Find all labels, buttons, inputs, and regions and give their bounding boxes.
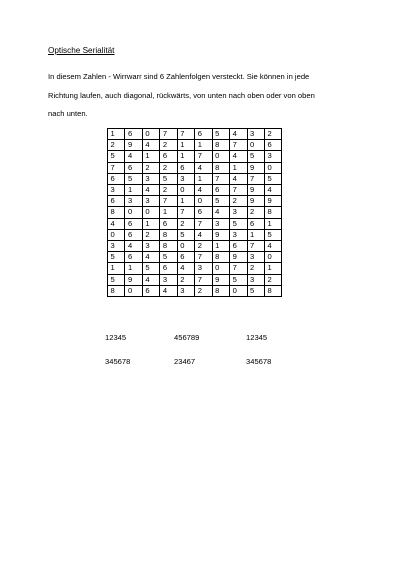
grid-cell: 5 (230, 218, 247, 229)
grid-cell: 6 (264, 140, 281, 151)
grid-cell: 1 (230, 162, 247, 173)
grid-cell: 1 (108, 129, 125, 140)
grid-cell: 4 (264, 241, 281, 252)
grid-row (108, 196, 282, 207)
grid-cell: 4 (142, 185, 159, 196)
grid-cell: 2 (247, 263, 264, 274)
grid-cell: 6 (142, 285, 159, 296)
grid-cell: 6 (177, 162, 194, 173)
target-sequence: 345678 (105, 357, 131, 366)
grid-cell: 1 (177, 140, 194, 151)
grid-cell: 8 (212, 285, 229, 296)
grid-cell: 0 (212, 151, 229, 162)
grid-cell: 2 (142, 229, 159, 240)
instructions (48, 68, 368, 124)
grid-cell: 3 (142, 196, 159, 207)
grid-cell: 2 (160, 140, 177, 151)
grid-cell: 4 (195, 162, 212, 173)
grid-cell: 7 (195, 252, 212, 263)
grid-cell: 3 (264, 151, 281, 162)
grid-cell: 6 (160, 151, 177, 162)
grid-row (108, 285, 282, 296)
target-sequence: 345678 (246, 357, 272, 366)
grid-cell: 7 (177, 207, 194, 218)
grid-cell: 5 (264, 229, 281, 240)
grid-row (108, 173, 282, 184)
grid-cell: 0 (212, 263, 229, 274)
grid-cell: 9 (247, 162, 264, 173)
grid-cell: 3 (160, 274, 177, 285)
grid-row (108, 151, 282, 162)
grid-cell: 1 (264, 263, 281, 274)
grid-row (108, 129, 282, 140)
grid-cell: 6 (160, 263, 177, 274)
grid-cell: 6 (108, 196, 125, 207)
grid-cell: 5 (177, 229, 194, 240)
grid-cell: 3 (195, 263, 212, 274)
grid-cell: 0 (247, 140, 264, 151)
grid-cell: 2 (195, 285, 212, 296)
grid-cell: 5 (160, 173, 177, 184)
grid-row (108, 274, 282, 285)
grid-cell: 1 (160, 207, 177, 218)
grid-cell: 6 (125, 129, 142, 140)
grid-cell: 3 (230, 229, 247, 240)
grid-cell: 9 (247, 196, 264, 207)
grid-cell: 5 (108, 151, 125, 162)
grid-cell: 1 (125, 185, 142, 196)
number-grid (107, 128, 282, 297)
grid-cell: 6 (247, 218, 264, 229)
grid-cell: 0 (125, 285, 142, 296)
grid-row (108, 218, 282, 229)
grid-cell: 8 (212, 252, 229, 263)
grid-cell: 0 (264, 252, 281, 263)
grid-cell: 6 (212, 185, 229, 196)
grid-cell: 2 (142, 162, 159, 173)
grid-cell: 8 (160, 229, 177, 240)
grid-cell: 3 (108, 241, 125, 252)
grid-cell: 8 (212, 162, 229, 173)
grid-row (108, 241, 282, 252)
grid-cell: 2 (195, 241, 212, 252)
grid-cell: 0 (108, 229, 125, 240)
grid-cell: 5 (230, 274, 247, 285)
grid-cell: 4 (142, 274, 159, 285)
grid-cell: 6 (125, 162, 142, 173)
grid-cell: 3 (247, 274, 264, 285)
grid-cell: 4 (264, 185, 281, 196)
grid-cell: 7 (212, 173, 229, 184)
grid-cell: 0 (177, 185, 194, 196)
grid-cell: 4 (230, 173, 247, 184)
grid-cell: 1 (177, 196, 194, 207)
target-sequence: 12345 (246, 333, 268, 342)
grid-cell: 0 (264, 162, 281, 173)
grid-cell: 9 (230, 252, 247, 263)
grid-cell: 8 (212, 140, 229, 151)
grid-cell: 8 (264, 207, 281, 218)
grid-cell: 4 (160, 285, 177, 296)
grid-cell: 9 (212, 274, 229, 285)
grid-cell: 3 (142, 241, 159, 252)
grid-cell: 7 (230, 140, 247, 151)
grid-cell: 5 (108, 252, 125, 263)
target-sequence: 23467 (174, 357, 196, 366)
grid-cell: 2 (177, 274, 194, 285)
grid-cell: 3 (230, 207, 247, 218)
grid-cell: 8 (160, 241, 177, 252)
grid-cell: 5 (108, 274, 125, 285)
grid-cell: 2 (247, 207, 264, 218)
grid-cell: 2 (230, 196, 247, 207)
grid-cell: 3 (247, 252, 264, 263)
grid-cell: 2 (160, 185, 177, 196)
grid-cell: 5 (125, 173, 142, 184)
grid-cell: 2 (264, 129, 281, 140)
grid-cell: 3 (247, 129, 264, 140)
grid-cell: 8 (108, 207, 125, 218)
grid-cell: 1 (108, 263, 125, 274)
target-sequences (105, 333, 335, 381)
grid-cell: 6 (160, 218, 177, 229)
grid-cell: 1 (142, 151, 159, 162)
instruction-line: In diesem Zahlen - Wirrwarr sind 6 Zahlenfolgen versteckt. Sie können in jede (48, 72, 310, 81)
target-row (105, 357, 335, 381)
grid-cell: 4 (230, 151, 247, 162)
grid-cell: 5 (142, 263, 159, 274)
grid-cell: 5 (212, 129, 229, 140)
grid-cell: 0 (177, 241, 194, 252)
grid-cell: 4 (177, 263, 194, 274)
grid-row (108, 185, 282, 196)
target-sequence: 12345 (105, 333, 127, 342)
grid-cell: 0 (125, 207, 142, 218)
grid-cell: 1 (195, 140, 212, 151)
grid-cell: 3 (125, 196, 142, 207)
grid-cell: 7 (247, 241, 264, 252)
grid-cell: 9 (212, 229, 229, 240)
grid-cell: 7 (195, 151, 212, 162)
grid-cell: 6 (108, 173, 125, 184)
grid-cell: 6 (125, 218, 142, 229)
grid-cell: 0 (142, 129, 159, 140)
grid-cell: 4 (230, 129, 247, 140)
grid-cell: 3 (177, 285, 194, 296)
grid-cell: 7 (177, 129, 194, 140)
grid-cell: 2 (177, 218, 194, 229)
grid-cell: 7 (160, 196, 177, 207)
grid-cell: 0 (142, 207, 159, 218)
grid-cell: 1 (125, 263, 142, 274)
grid-row (108, 252, 282, 263)
grid-cell: 3 (142, 173, 159, 184)
grid-cell: 5 (247, 285, 264, 296)
grid-cell: 6 (125, 229, 142, 240)
grid-cell: 4 (212, 207, 229, 218)
grid-cell: 7 (247, 173, 264, 184)
grid-cell: 5 (264, 173, 281, 184)
grid-row (108, 162, 282, 173)
grid-cell: 4 (195, 229, 212, 240)
grid-cell: 0 (195, 196, 212, 207)
grid-cell: 9 (264, 196, 281, 207)
grid-cell: 9 (125, 274, 142, 285)
grid-cell: 5 (212, 196, 229, 207)
grid-cell: 4 (195, 185, 212, 196)
grid-cell: 7 (230, 263, 247, 274)
grid-cell: 1 (195, 173, 212, 184)
grid-cell: 1 (177, 151, 194, 162)
grid-cell: 6 (125, 252, 142, 263)
grid-cell: 4 (125, 151, 142, 162)
grid-cell: 7 (230, 185, 247, 196)
grid-cell: 1 (212, 241, 229, 252)
worksheet-title: Optische Serialität (48, 46, 115, 55)
grid-cell: 3 (212, 218, 229, 229)
grid-cell: 1 (247, 229, 264, 240)
instruction-line: Richtung laufen, auch diagonal, rückwärts, von unten nach oben oder von oben (48, 90, 315, 100)
grid-cell: 4 (142, 140, 159, 151)
grid-cell: 7 (195, 274, 212, 285)
grid-row (108, 207, 282, 218)
instruction-line: nach unten. (48, 109, 88, 118)
grid-cell: 3 (108, 185, 125, 196)
grid-row (108, 140, 282, 151)
grid-cell: 8 (108, 285, 125, 296)
grid-cell: 6 (230, 241, 247, 252)
grid-cell: 6 (195, 129, 212, 140)
target-sequence: 456789 (174, 333, 200, 342)
grid-row (108, 229, 282, 240)
grid-cell: 5 (160, 252, 177, 263)
grid-cell: 7 (160, 129, 177, 140)
grid-cell: 1 (142, 218, 159, 229)
grid-cell: 4 (142, 252, 159, 263)
grid-cell: 4 (108, 218, 125, 229)
grid-cell: 7 (108, 162, 125, 173)
grid-cell: 0 (230, 285, 247, 296)
grid-cell: 2 (264, 274, 281, 285)
grid-cell: 6 (195, 207, 212, 218)
grid-row (108, 263, 282, 274)
grid-cell: 3 (177, 173, 194, 184)
grid-cell: 8 (264, 285, 281, 296)
grid-cell: 4 (125, 241, 142, 252)
grid-cell: 5 (247, 151, 264, 162)
grid-cell: 2 (108, 140, 125, 151)
grid-cell: 7 (195, 218, 212, 229)
grid-cell: 1 (264, 218, 281, 229)
grid-cell: 9 (125, 140, 142, 151)
grid-cell: 9 (247, 185, 264, 196)
grid-cell: 6 (177, 252, 194, 263)
grid-cell: 2 (160, 162, 177, 173)
target-row (105, 333, 335, 357)
